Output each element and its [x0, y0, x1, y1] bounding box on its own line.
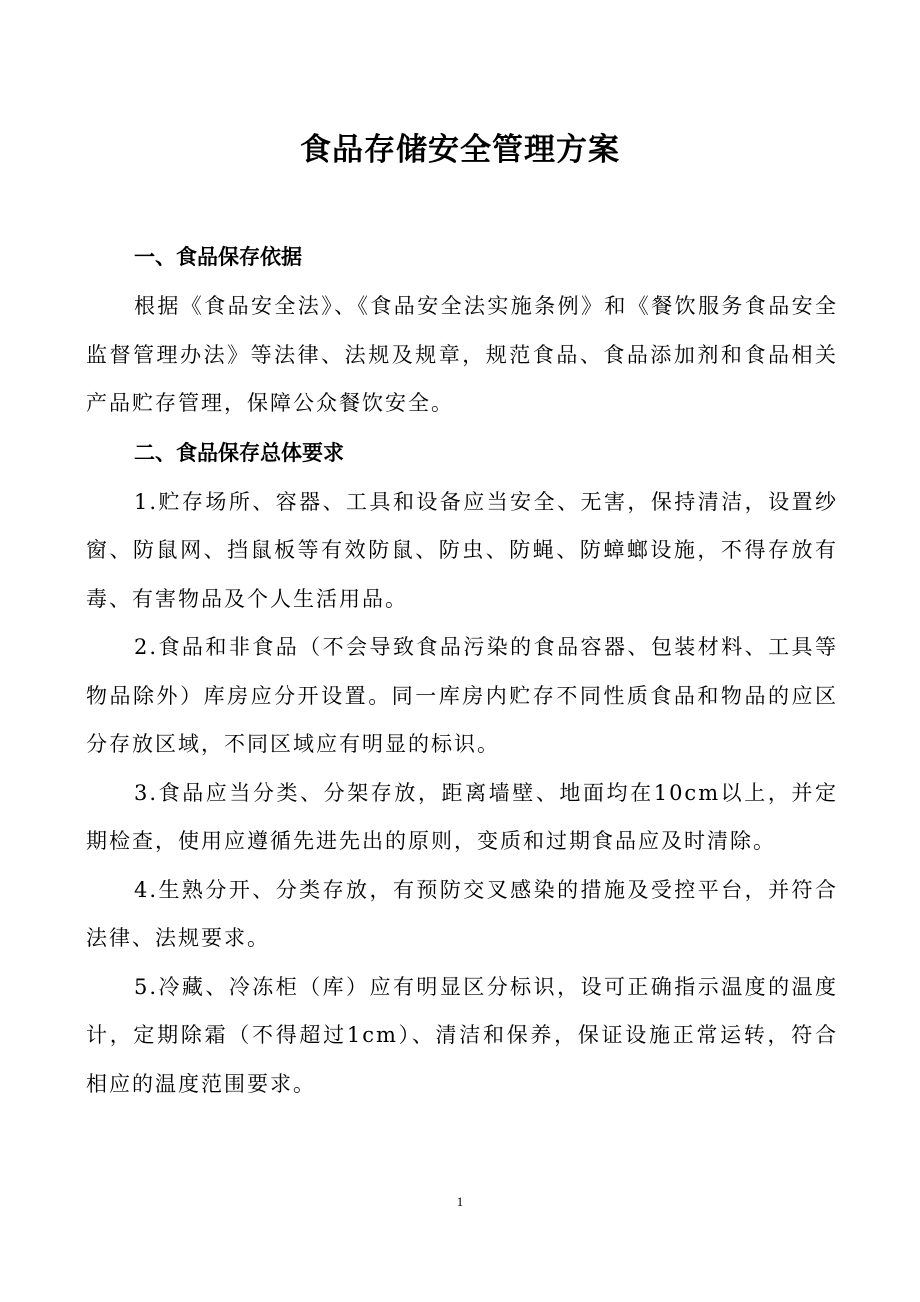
paragraph: 1.贮存场所、容器、工具和设备应当安全、无害，保持清洁，设置纱窗、防鼠网、挡鼠板等有效防鼠、防虫、防蝇、防蟑螂设施，不得存放有毒、有害物品及个人生活用品。	[86, 489, 838, 611]
paragraph: 2.食品和非食品（不会导致食品污染的食品容器、包装材料、工具等物品除外）库房应分开设置。同一库房内贮存不同性质食品和物品的应区分存放区域，不同区域应有明显的标识。	[86, 635, 838, 756]
section-heading: 二、食品保存总体要求	[134, 440, 344, 465]
paragraph: 5.冷藏、冷冻柜（库）应有明显区分标识，设可正确指示温度的温度计，定期除霜（不得超过1cm）、清洁和保养，保证设施正常运转，符合相应的温度范围要求。	[86, 974, 838, 1096]
section-heading: 一、食品保存依据	[134, 245, 302, 269]
paragraph: 4.生熟分开、分类存放，有预防交叉感染的措施及受控平台，并符合法律、法规要求。	[86, 877, 838, 950]
page-number: 1	[456, 1194, 464, 1209]
document-body	[86, 232, 838, 1108]
document-title: 食品存储安全管理方案	[300, 132, 620, 168]
paragraph: 根据《食品安全法》、《食品安全法实施条例》和《餐饮服务食品安全监督管理办法》等法律、法规及规章，规范食品、食品添加剂和食品相关产品贮存管理，保障公众餐饮安全。	[86, 294, 838, 415]
paragraph: 3.食品应当分类、分架存放，距离墙壁、地面均在10cm以上，并定期检查，使用应遵循先进先出的原则，变质和过期食品应及时清除。	[86, 780, 838, 853]
